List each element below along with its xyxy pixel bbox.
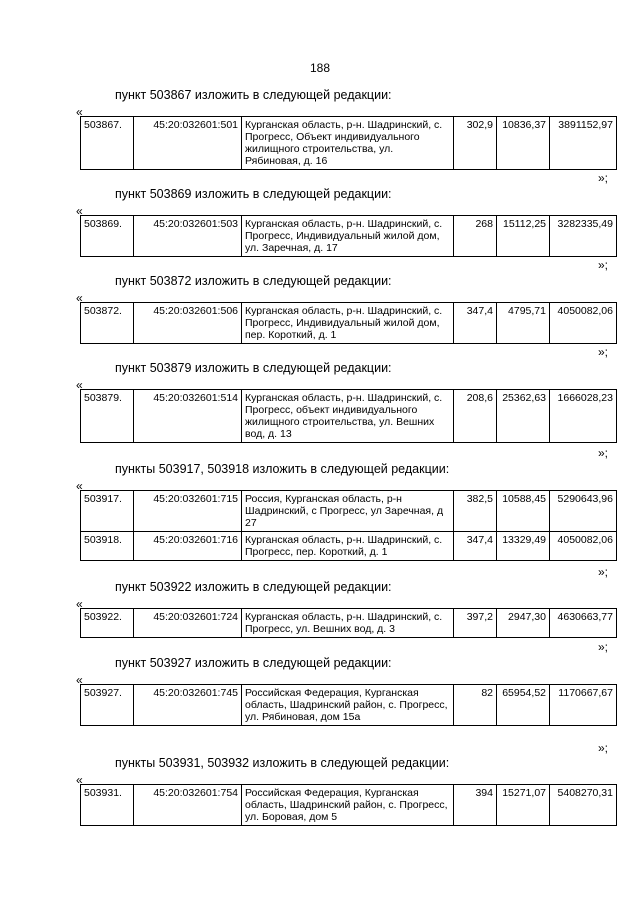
record-table [80,490,617,561]
cadastral-cost-cell: 5290643,96 [550,491,617,532]
row-number: 503922. [81,609,134,638]
cadastral-cost-cell: 5408270,31 [550,785,617,826]
close-quote: »; [598,640,609,654]
open-quote: « [76,479,83,493]
address-cell: Курганская область, р-н. Шадринский, с. Прогресс, Индивидуальный жилой дом, пер. Короткий, д. 1 [242,303,454,344]
row-number: 503927. [81,685,134,726]
close-quote: »; [598,345,609,359]
section-heading: пункт 503869 изложить в следующей редакции: [115,187,392,201]
address-cell: Российская Федерация, Курганская область, Шадринский район, с. Прогресс, ул. Боровая, дом 5 [242,785,454,826]
address-cell: Курганская область, р-н. Шадринский, с. Прогресс, объект индивидуального жилищного строительства, ул. Вешних вод, д. 13 [242,390,454,443]
cadastral-cost-cell: 3282335,49 [550,216,617,257]
table-row [81,685,617,726]
close-quote: »; [598,741,609,755]
page-number: 188 [309,61,331,75]
specific-value-cell: 2947,30 [497,609,550,638]
cadastral-cost-cell: 4050082,06 [550,303,617,344]
open-quote: « [76,204,83,218]
area-cell: 302,9 [454,117,497,170]
close-quote: »; [598,171,609,185]
cadastral-number: 45:20:032601:745 [134,685,242,726]
cadastral-number: 45:20:032601:724 [134,609,242,638]
table-row [81,609,617,638]
address-cell: Курганская область, р-н. Шадринский, с. Прогресс, пер. Короткий, д. 1 [242,532,454,561]
specific-value-cell: 10588,45 [497,491,550,532]
specific-value-cell: 15271,07 [497,785,550,826]
specific-value-cell: 13329,49 [497,532,550,561]
open-quote: « [76,378,83,392]
cadastral-number: 45:20:032601:514 [134,390,242,443]
record-table [80,608,617,638]
section-heading: пункт 503927 изложить в следующей редакции: [115,656,392,670]
table-row [81,303,617,344]
table-row [81,390,617,443]
table-row [81,785,617,826]
specific-value-cell: 4795,71 [497,303,550,344]
open-quote: « [76,105,83,119]
table-row [81,117,617,170]
specific-value-cell: 25362,63 [497,390,550,443]
section-heading: пункты 503931, 503932 изложить в следующей редакции: [115,756,450,770]
section-heading: пункты 503917, 503918 изложить в следующей редакции: [115,462,450,476]
cadastral-number: 45:20:032601:506 [134,303,242,344]
table-row [81,491,617,532]
table-row [81,532,617,561]
cadastral-cost-cell: 3891152,97 [550,117,617,170]
cadastral-cost-cell: 4050082,06 [550,532,617,561]
row-number: 503872. [81,303,134,344]
row-number: 503917. [81,491,134,532]
open-quote: « [76,673,83,687]
record-table [80,389,617,443]
address-cell: Курганская область, р-н. Шадринский, с. Прогресс, Индивидуальный жилой дом, ул. Заречная, д. 17 [242,216,454,257]
row-number: 503918. [81,532,134,561]
address-cell: Курганская область, р-н. Шадринский, с. Прогресс, Объект индивидуального жилищного строительства, ул. Рябиновая, д. 16 [242,117,454,170]
row-number: 503879. [81,390,134,443]
area-cell: 208,6 [454,390,497,443]
open-quote: « [76,291,83,305]
open-quote: « [76,773,83,787]
cadastral-cost-cell: 4630663,77 [550,609,617,638]
record-table [80,215,617,257]
cadastral-number: 45:20:032601:503 [134,216,242,257]
table-row [81,216,617,257]
section-heading: пункт 503872 изложить в следующей редакции: [115,274,392,288]
close-quote: »; [598,258,609,272]
area-cell: 394 [454,785,497,826]
record-table [80,684,617,726]
cadastral-number: 45:20:032601:754 [134,785,242,826]
cadastral-number: 45:20:032601:716 [134,532,242,561]
close-quote: »; [598,565,609,579]
area-cell: 268 [454,216,497,257]
record-table [80,116,617,170]
cadastral-number: 45:20:032601:501 [134,117,242,170]
area-cell: 397,2 [454,609,497,638]
section-heading: пункт 503922 изложить в следующей редакции: [115,580,392,594]
specific-value-cell: 10836,37 [497,117,550,170]
row-number: 503867. [81,117,134,170]
row-number: 503869. [81,216,134,257]
close-quote: »; [598,446,609,460]
address-cell: Курганская область, р-н. Шадринский, с. Прогресс, ул. Вешних вод, д. 3 [242,609,454,638]
row-number: 503931. [81,785,134,826]
area-cell: 382,5 [454,491,497,532]
record-table [80,302,617,344]
cadastral-number: 45:20:032601:715 [134,491,242,532]
section-heading: пункт 503867 изложить в следующей редакции: [115,88,392,102]
cadastral-cost-cell: 1666028,23 [550,390,617,443]
specific-value-cell: 15112,25 [497,216,550,257]
address-cell: Россия, Курганская область, р-н Шадринский, с Прогресс, ул Заречная, д 27 [242,491,454,532]
open-quote: « [76,597,83,611]
cadastral-cost-cell: 1170667,67 [550,685,617,726]
area-cell: 347,4 [454,532,497,561]
address-cell: Российская Федерация, Курганская область, Шадринский район, с. Прогресс, ул. Рябиновая, дом 15а [242,685,454,726]
specific-value-cell: 65954,52 [497,685,550,726]
record-table [80,784,617,826]
area-cell: 347,4 [454,303,497,344]
area-cell: 82 [454,685,497,726]
section-heading: пункт 503879 изложить в следующей редакции: [115,361,392,375]
